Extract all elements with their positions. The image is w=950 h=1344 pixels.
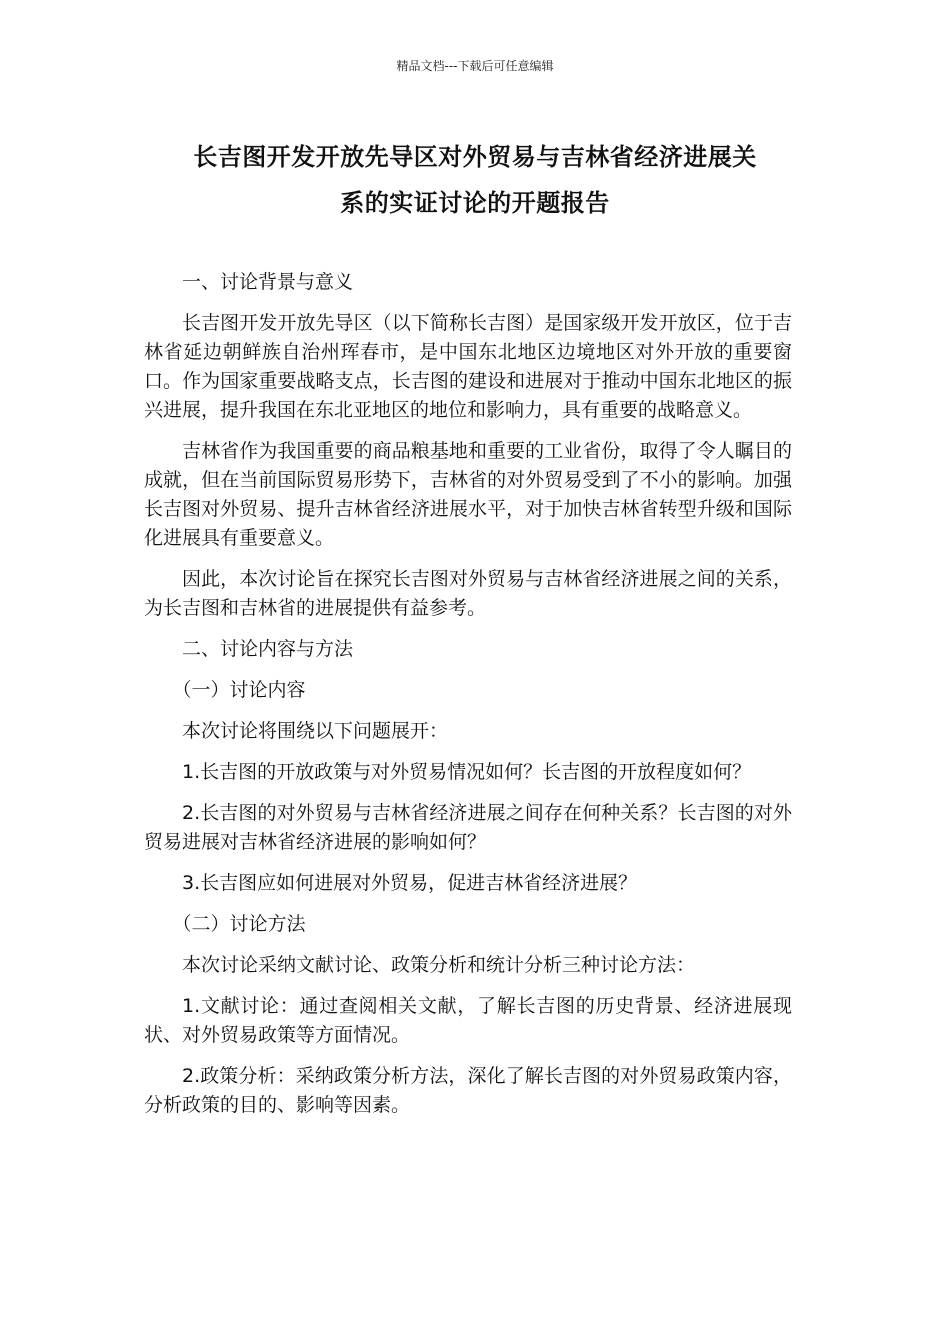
document-title [140,134,810,226]
section-1-paragraph-3: 因此，本次讨论旨在探究长吉图对外贸易与吉林省经济进展之间的关系，为长吉图和吉林省的进展提供有益参考。 [144,568,792,619]
content-question-3: 3.长吉图应如何进展对外贸易，促进吉林省经济进展？ [182,872,638,894]
section-2-subheading-content: （一）讨论内容 [172,679,306,701]
content-intro: 本次讨论将围绕以下问题展开： [182,720,449,742]
document-body [144,268,792,1132]
section-2-subheading-method: （二）讨论方法 [172,913,306,935]
title-line-2: 系的实证讨论的开题报告 [340,189,610,217]
section-1-paragraph-1: 长吉图开发开放先导区（以下简称长吉图）是国家级开发开放区，位于吉林省延边朝鲜族自治州珲春市，是中国东北地区边境地区对外开放的重要窗口。作为国家重要战略支点，长吉图的建设和进展对于推动中国东北地区的振兴进展，提升我国在东北亚地区的地位和影响力，具有重要的战略意义。 [144,312,792,421]
content-question-1: 1.长吉图的开放政策与对外贸易情况如何？长吉图的开放程度如何？ [182,761,752,783]
section-2-heading: 二、讨论内容与方法 [182,638,354,660]
method-item-2: 2.政策分析：采纳政策分析方法，深化了解长吉图的对外贸易政策内容，分析政策的目的、影响等因素。 [144,1065,792,1116]
section-1-paragraph-2: 吉林省作为我国重要的商品粮基地和重要的工业省份，取得了令人瞩目的成就，但在当前国际贸易形势下，吉林省的对外贸易受到了不小的影响。加强长吉图对外贸易、提升吉林省经济进展水平，对于加快吉林省转型升级和国际化进展具有重要意义。 [144,440,792,549]
content-question-2: 2.长吉图的对外贸易与吉林省经济进展之间存在何种关系？长吉图的对外贸易进展对吉林省经济进展的影响如何？ [144,802,792,853]
title-line-1: 长吉图开发开放先导区对外贸易与吉林省经济进展关 [193,143,757,171]
section-1-heading: 一、讨论背景与意义 [182,271,354,293]
header-note: 精品文档---下载后可任意编辑 [396,59,554,73]
method-intro: 本次讨论采纳文献讨论、政策分析和统计分析三种讨论方法： [182,954,696,976]
method-item-1: 1.文献讨论：通过查阅相关文献，了解长吉图的历史背景、经济进展现状、对外贸易政策等方面情况。 [144,995,792,1046]
